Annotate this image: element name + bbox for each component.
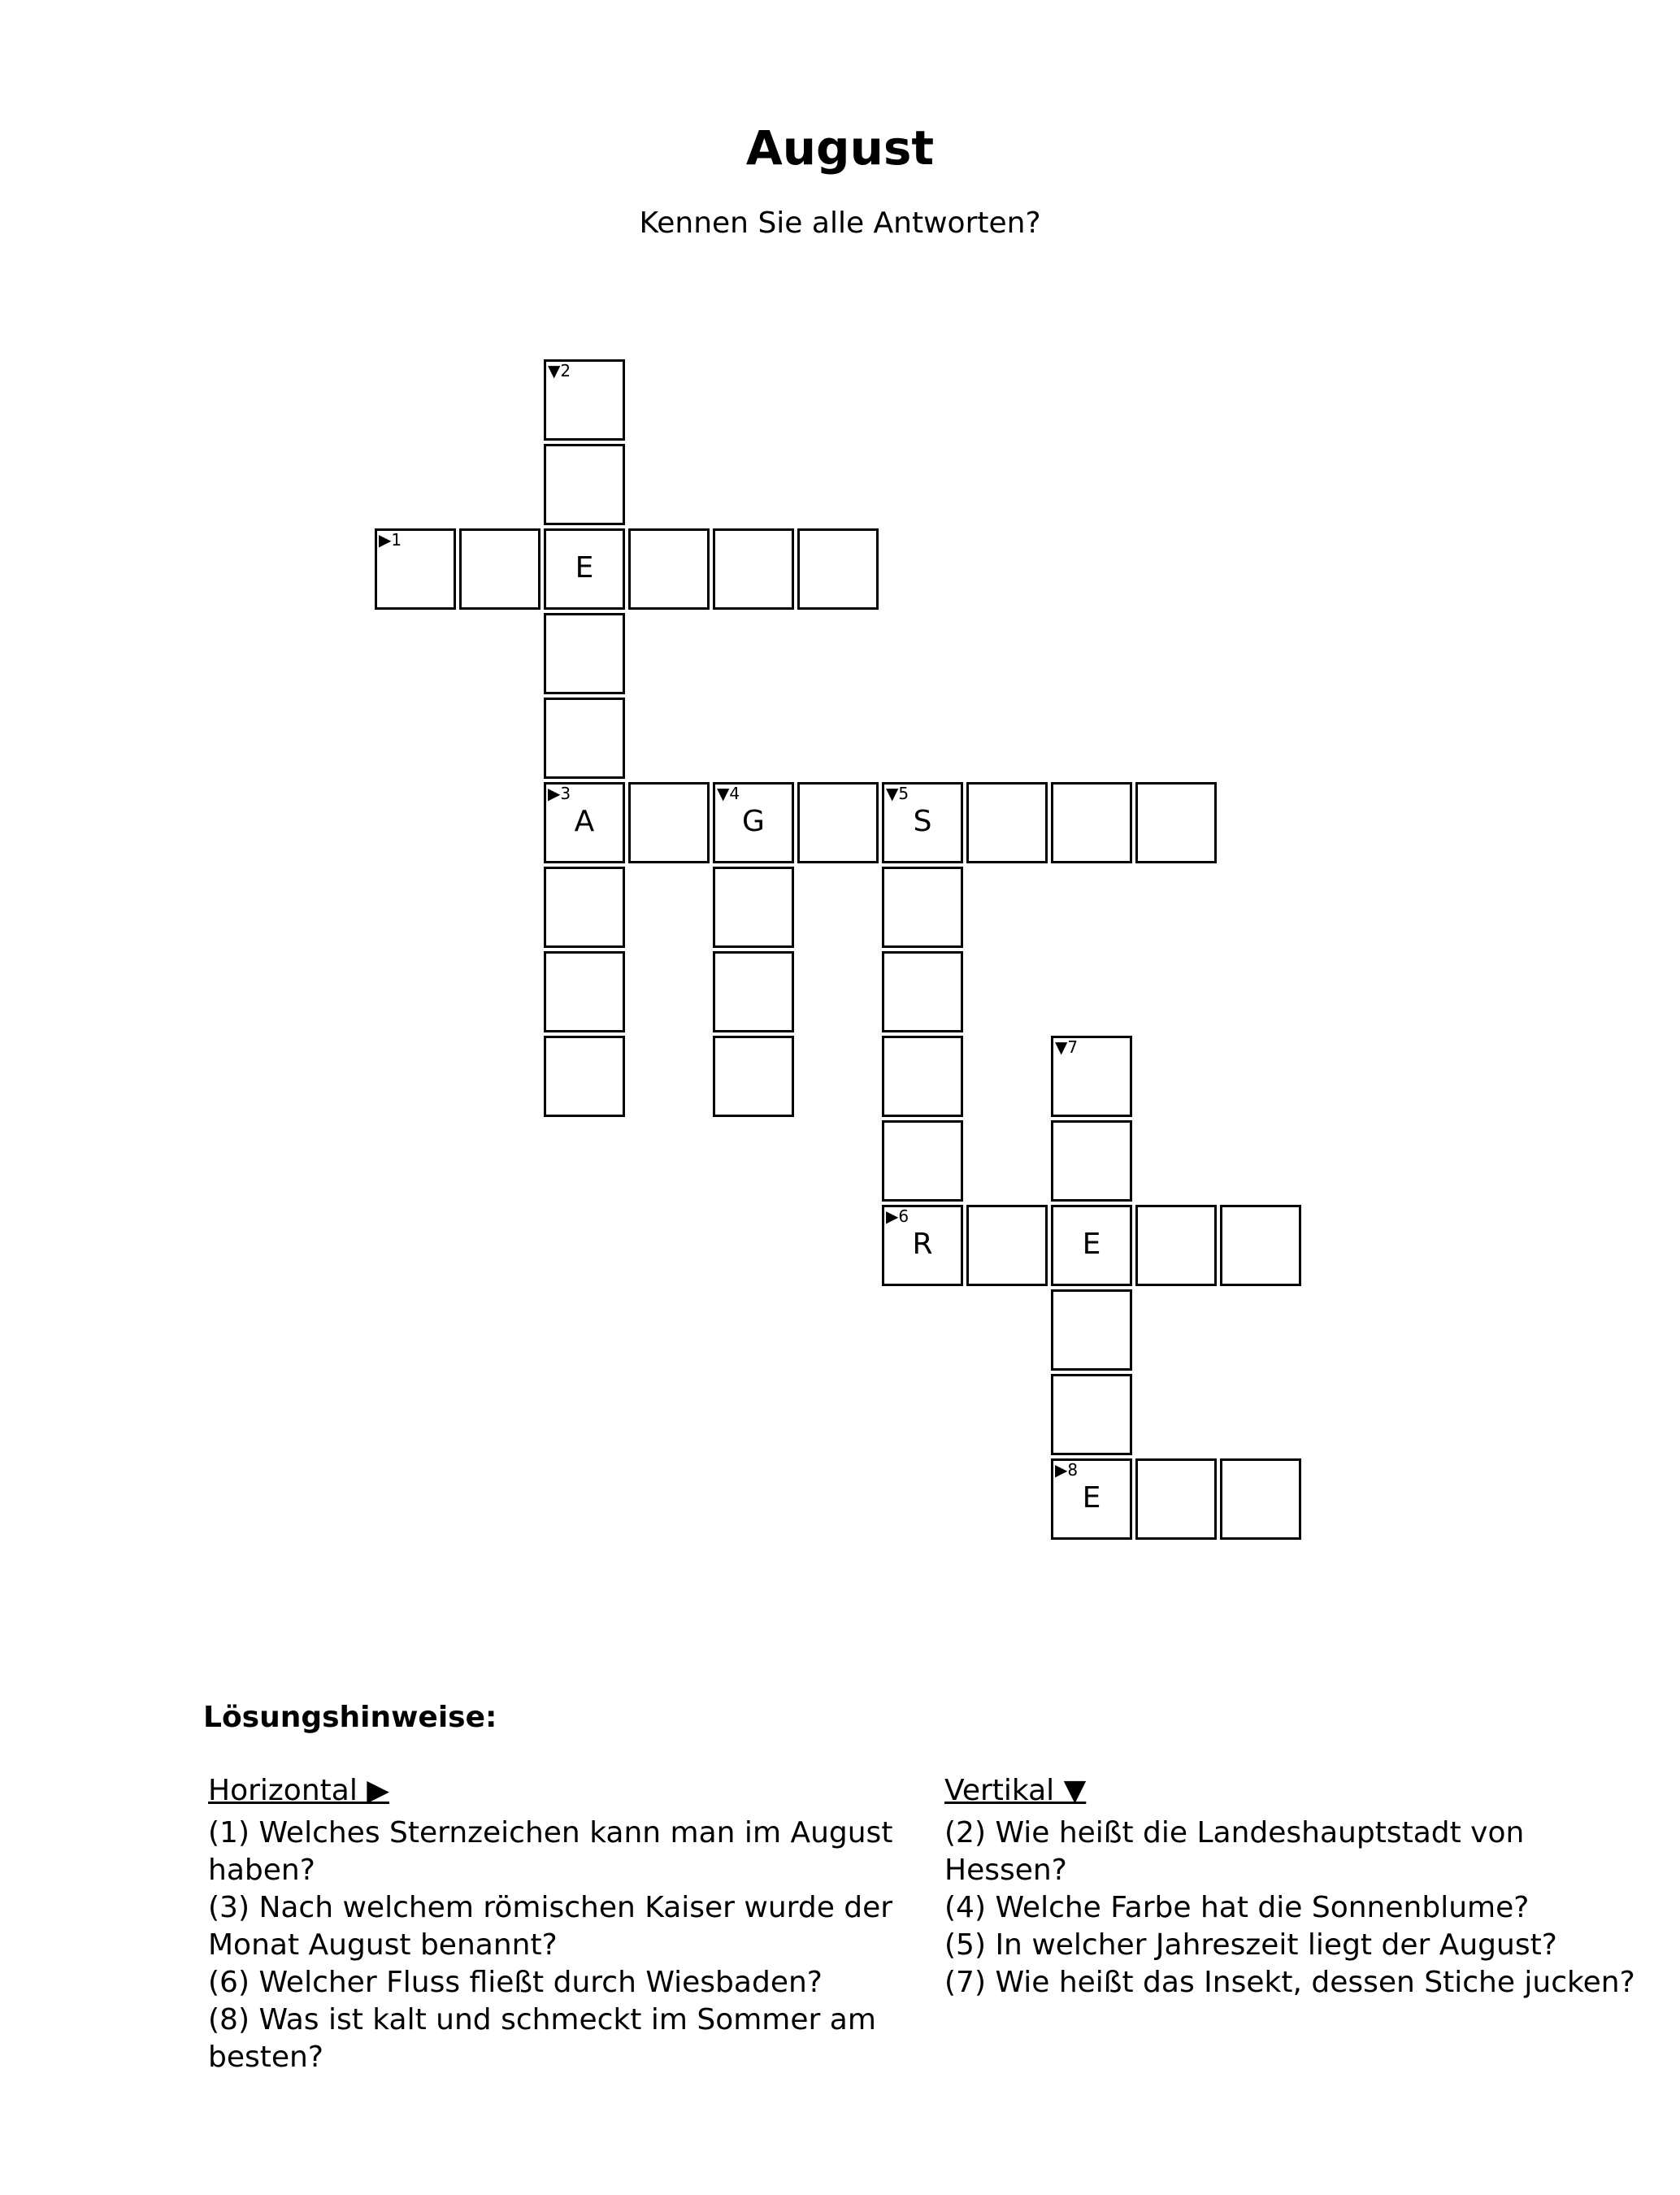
crossword-cell[interactable] (713, 951, 794, 1032)
crossword-cell[interactable] (544, 528, 625, 610)
crossword-cell[interactable] (882, 1036, 963, 1117)
crossword-cell[interactable] (797, 782, 879, 863)
cell-number: ▶3 (548, 784, 571, 803)
crossword-cell[interactable] (1135, 1205, 1217, 1286)
cell-number: ▶6 (886, 1206, 909, 1226)
clue-vertical-4: (4) Welche Farbe hat die Sonnenblume? (944, 1891, 1530, 1924)
crossword-cell[interactable] (1135, 1458, 1217, 1540)
horizontal-clues (208, 1772, 907, 2076)
cell-number: ▼2 (548, 361, 571, 380)
cell-number: ▶1 (379, 530, 402, 550)
clue-horizontal-6: (6) Welcher Fluss fließt durch Wiesbaden? (208, 1966, 823, 1999)
crossword-cell[interactable] (1051, 1458, 1132, 1540)
page-subtitle: Kennen Sie alle Antworten? (639, 206, 1041, 240)
cell-letter: S (913, 805, 932, 838)
vertical-clues-title: Vertikal ▼ (944, 1774, 1087, 1807)
crossword-cell[interactable] (1220, 1205, 1301, 1286)
cell-letter: G (742, 805, 765, 838)
crossword-cell[interactable] (544, 613, 625, 694)
cell-letter: E (1082, 1481, 1101, 1515)
crossword-cell[interactable] (713, 867, 794, 948)
crossword-cell[interactable] (544, 444, 625, 525)
crossword-cell[interactable] (1051, 1120, 1132, 1202)
horizontal-clues-title: Horizontal ▶ (208, 1774, 389, 1807)
crossword-cell[interactable] (544, 782, 625, 863)
crossword-cell[interactable] (459, 528, 540, 610)
crossword-cell[interactable] (628, 528, 710, 610)
cell-letter: A (574, 805, 595, 838)
cell-letter: E (575, 551, 594, 585)
crossword-cell[interactable] (375, 528, 456, 610)
cell-number: ▼4 (717, 784, 740, 803)
page-title: August (745, 120, 935, 176)
clue-horizontal-3: (3) Nach welchem römischen Kaiser wurde der Monat August benannt? (208, 1891, 893, 1962)
crossword-cell[interactable] (1051, 1289, 1132, 1371)
crossword-cell[interactable] (544, 951, 625, 1032)
crossword-cell[interactable] (966, 1205, 1048, 1286)
vertical-clues (944, 1772, 1643, 2002)
clue-vertical-7: (7) Wie heißt das Insekt, dessen Stiche jucken? (944, 1966, 1635, 1999)
crossword-cell[interactable] (882, 951, 963, 1032)
crossword-cell[interactable] (1051, 1374, 1132, 1455)
crossword-cell[interactable] (628, 782, 710, 863)
cell-letter: R (912, 1228, 933, 1261)
clue-horizontal-1: (1) Welches Sternzeichen kann man im August haben? (208, 1816, 893, 1887)
crossword-cell[interactable] (713, 528, 794, 610)
crossword-cell[interactable] (1135, 782, 1217, 863)
clues-heading: Lösungshinweise: (203, 1701, 497, 1734)
crossword-cell[interactable] (797, 528, 879, 610)
crossword-cell[interactable] (544, 867, 625, 948)
cell-letter: E (1082, 1228, 1101, 1261)
cell-number: ▼5 (886, 784, 909, 803)
crossword-cell[interactable] (544, 1036, 625, 1117)
crossword-cell[interactable] (1051, 1036, 1132, 1117)
cell-number: ▶8 (1055, 1460, 1079, 1480)
crossword-cell[interactable] (882, 782, 963, 863)
clue-horizontal-8: (8) Was ist kalt und schmeckt im Sommer am besten? (208, 2003, 876, 2074)
crossword-cell[interactable] (966, 782, 1048, 863)
clue-vertical-5: (5) In welcher Jahreszeit liegt der August? (944, 1928, 1557, 1962)
crossword-cell[interactable] (713, 1036, 794, 1117)
crossword-cell[interactable] (544, 359, 625, 441)
crossword-cell[interactable] (882, 1120, 963, 1202)
crossword-cell[interactable] (882, 867, 963, 948)
crossword-cell[interactable] (713, 782, 794, 863)
cell-number: ▼7 (1055, 1037, 1079, 1057)
crossword-cell[interactable] (882, 1205, 963, 1286)
crossword-cell[interactable] (1051, 782, 1132, 863)
crossword-cell[interactable] (1051, 1205, 1132, 1286)
crossword-cell[interactable] (544, 698, 625, 779)
clue-vertical-2: (2) Wie heißt die Landeshauptstadt von Hessen? (944, 1816, 1525, 1887)
crossword-cell[interactable] (1220, 1458, 1301, 1540)
